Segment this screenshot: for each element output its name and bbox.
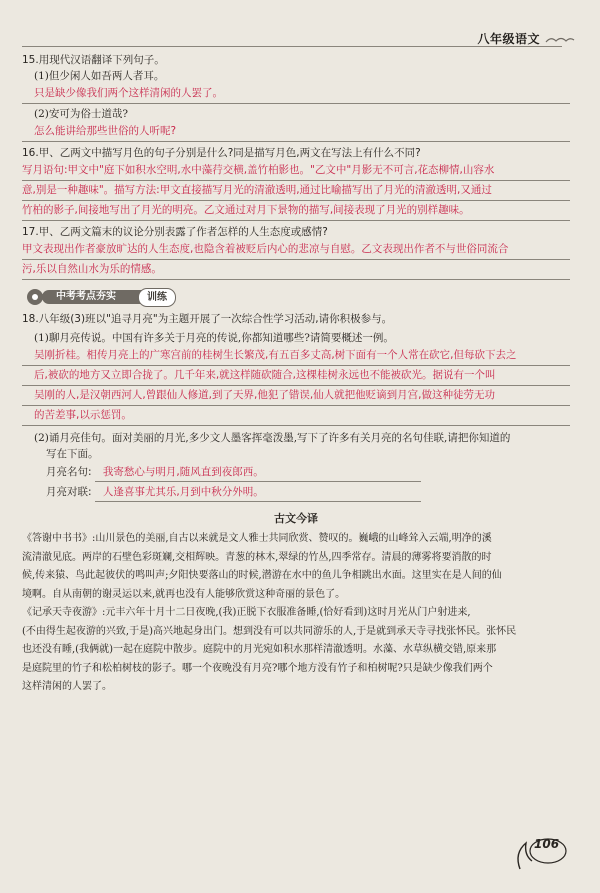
translation-p1-line-2: 流清澈见底。两岸的石壁色彩斑斓,交相辉映。青葱的林木,翠绿的竹丛,四季常存。清晨的薄雾将要消散的时 [22, 551, 492, 563]
translation-p1-line-3: 候,传来猿、鸟此起彼伏的鸣叫声;夕阳快要落山的时候,潜游在水中的鱼儿争相跳出水面。这里实在是人间的仙 [22, 570, 502, 581]
q18-answer-line-3: 吴刚的人,是汉朝西河人,曾跟仙人修道,到了天界,他犯了错误,仙人就把他贬谪到月宫,做这种徒劳无功 [22, 386, 570, 406]
q18-prompt: 18.八年级(3)班以"追寻月亮"为主题开展了一次综合性学习活动,请你积极参与。 [22, 313, 393, 325]
moon-couplet-label: 月亮对联: [46, 486, 92, 498]
q16-answer-line-1: 写月语句:甲文中"庭下如积水空明,水中藻荇交横,盖竹柏影也。"乙文中"月影无不可言,花态柳情,山容水 [22, 161, 570, 181]
content-body [22, 52, 570, 697]
q17-answer-line-2: 污,乐以自然山水为乐的情感。 [22, 260, 570, 280]
q15-s1: (1)但少闲人如吾两人者耳。 [34, 70, 165, 82]
moon-quote-label: 月亮名句: [46, 466, 92, 478]
moon-couplet-row [46, 482, 570, 502]
q16-answer-line-2: 意,别是一种趣味"。描写方法:甲文直接描写月光的清澈透明,通过比喻描写出了月光的清澈透明,又通过 [22, 181, 570, 201]
translation-title: 古文今译 [274, 512, 318, 525]
q16-answer-line-3: 竹柏的影子,间接地写出了月光的明亮。乙文通过对月下景物的描写,间接表现了月光的别样趣味。 [22, 201, 570, 221]
banner-badge: 训练 [138, 288, 176, 307]
q15-answer-1: 只是缺少像我们两个这样清闲的人罢了。 [22, 84, 570, 104]
q18-answer-line-2: 后,被砍的地方又立即合拢了。几千年来,就这样随砍随合,这棵桂树永远也不能被砍光。据说有一个叫 [22, 366, 570, 386]
q17-prompt: 17.甲、乙两文篇末的议论分别表露了作者怎样的人生态度或感情? [22, 226, 328, 238]
translation-p1-line-4: 境啊。自从南朝的谢灵运以来,就再也没有人能够欣赏这种奇丽的景色了。 [22, 588, 346, 600]
translation-p2-line-4: 是庭院里的竹子和松柏树枝的影子。哪一个夜晚没有月亮?哪个地方没有竹子和柏树呢?只是缺少像我们两个 [22, 662, 493, 674]
q16-prompt: 16.甲、乙两文中描写月色的句子分别是什么?同是描写月色,两文在写法上有什么不同? [22, 147, 421, 159]
moon-quote-value: 我寄愁心与明月,随风直到夜郎西。 [95, 463, 421, 482]
q18-s2-line-1: (2)诵月亮佳句。面对美丽的月光,多少文人墨客挥毫泼墨,写下了许多有关月亮的名句佳联,请把你知道的 [34, 432, 511, 444]
q18-answer-line-1: 吴刚折桂。相传月亮上的广寒宫前的桂树生长繁茂,有五百多丈高,树下面有一个人常在砍它,但每砍下去之 [22, 346, 570, 366]
q15-prompt: 15.用现代汉语翻译下列句子。 [22, 54, 165, 66]
translation-p2-line-2: (不由得生起夜游的兴致,于是)高兴地起身出门。想到没有可以共同游乐的人,于是就到承天寺寻找张怀民。张怀民 [22, 625, 517, 637]
banner-label: 中考考点夯实 [56, 291, 116, 302]
q15-s2: (2)安可为俗士道哉? [34, 108, 129, 120]
q15-answer-2: 怎么能讲给那些世俗的人听呢? [22, 122, 570, 142]
translation-p2-line-3: 也还没有睡,(我俩就)一起在庭院中散步。庭院中的月光宛如积水那样清澈透明。水藻、水草纵横交错,原来那 [22, 644, 497, 655]
header-title: 八年级语文 [477, 32, 540, 46]
moon-couplet-value: 人逢喜事尤其乐,月到中秋分外明。 [95, 483, 421, 502]
moon-quote-row [46, 462, 570, 482]
translation-p2-line-5: 这样清闲的人罢了。 [22, 681, 112, 692]
section-banner [22, 287, 570, 307]
q18-s1: (1)聊月亮传说。中国有许多关于月亮的传说,你都知道哪些?请简要概述一例。 [34, 332, 394, 344]
q18-answer-line-4: 的苦差事,以示惩罚。 [22, 406, 570, 426]
q18-s2-line-2: 写在下面。 [46, 448, 99, 460]
translation-p2-line-1: 《记承天寺夜游》:元丰六年十月十二日夜晚,(我)正脱下衣服准备睡,(恰好看到)这时月光从门户射进来, [22, 607, 471, 618]
q17-answer-line-1: 甲文表现出作者豪放旷达的人生态度,也隐含着被贬后内心的悲凉与自慰。乙文表现出作者不与世俗同流合 [22, 240, 570, 260]
page-number: 106 [534, 837, 560, 851]
page-number-badge [510, 833, 570, 873]
bird-decoration-icon [545, 34, 575, 46]
translation-p1-line-1: 《答谢中书书》:山川景色的美丽,自古以来就是文人雅士共同欣赏、赞叹的。巍峨的山峰耸入云端,明净的溪 [22, 533, 492, 544]
header-divider [22, 46, 562, 47]
